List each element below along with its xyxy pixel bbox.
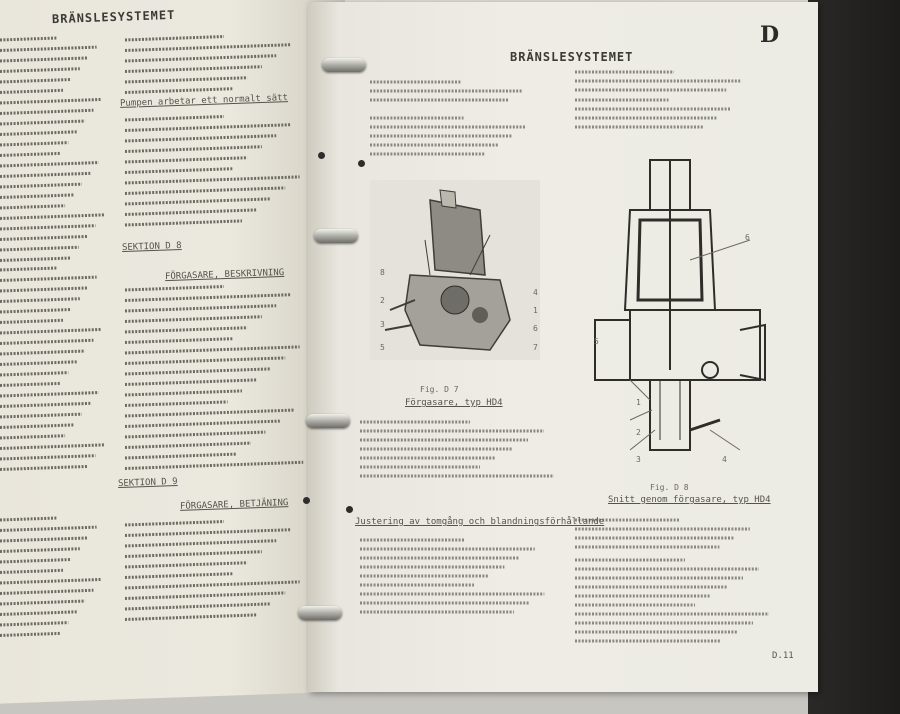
- fig-d8-callout-3: 3: [636, 455, 641, 464]
- fig-d7-callout-1: 1: [533, 306, 538, 315]
- binder-cover: [808, 0, 900, 714]
- binder-ring: [314, 229, 358, 243]
- fig-d8-callout-2: 2: [636, 428, 641, 437]
- figure-d8-illustration: [590, 160, 775, 470]
- fig-d8-callout-6: 6: [745, 233, 750, 242]
- fig-d8-callout-1: 1: [636, 398, 641, 407]
- binder-ring: [298, 606, 342, 620]
- fig-d7-callout-3: 3: [380, 320, 385, 329]
- binder-ring: [322, 58, 366, 72]
- fig-d8-callout-4: 4: [722, 455, 727, 464]
- left-page-title: BRÄNSLESYSTEMET: [51, 7, 176, 27]
- binder-ring: [306, 414, 350, 428]
- fig-d7-caption: Fig. D 7: [420, 385, 459, 394]
- left-heading-pump: Pumpen arbetar ett normalt sätt: [119, 93, 289, 109]
- left-heading-description: FÖRGASARE, BESKRIVNING: [164, 267, 285, 283]
- fig-d7-callout-7: 7: [533, 343, 538, 352]
- fig-d8-caption: Fig. D 8: [650, 483, 689, 492]
- punch-hole: [303, 497, 310, 504]
- page-number: D.11: [772, 651, 794, 661]
- section-letter: D: [760, 22, 780, 48]
- figure-d7-illustration: [370, 180, 540, 360]
- fig-d7-callout-2: 2: [380, 296, 385, 305]
- right-page-title: BRÄNSLESYSTEMET: [510, 50, 634, 64]
- fig-d7-subcaption: Förgasare, typ HD4: [405, 398, 503, 408]
- fig-d7-callout-4: 4: [533, 288, 538, 297]
- left-section-label-d8: SEKTION D 8: [121, 240, 182, 254]
- fig-d7-callout-6: 6: [533, 324, 538, 333]
- fig-d8-callout-5: 5: [594, 337, 599, 346]
- punch-hole: [318, 152, 325, 159]
- punch-hole: [358, 160, 365, 167]
- fig-d8-subcaption: Snitt genom förgasare, typ HD4: [608, 495, 771, 505]
- fig-d7-callout-5: 5: [380, 343, 385, 352]
- left-heading-operation: FÖRGASARE, BETJÄNING: [179, 498, 289, 512]
- punch-hole: [346, 506, 353, 513]
- fig-d7-callout-8: 8: [380, 268, 385, 277]
- left-section-label-d9: SEKTION D 9: [117, 476, 178, 490]
- right-heading-adjustment: Justering av tomgång och blandningsförhållande: [355, 517, 605, 527]
